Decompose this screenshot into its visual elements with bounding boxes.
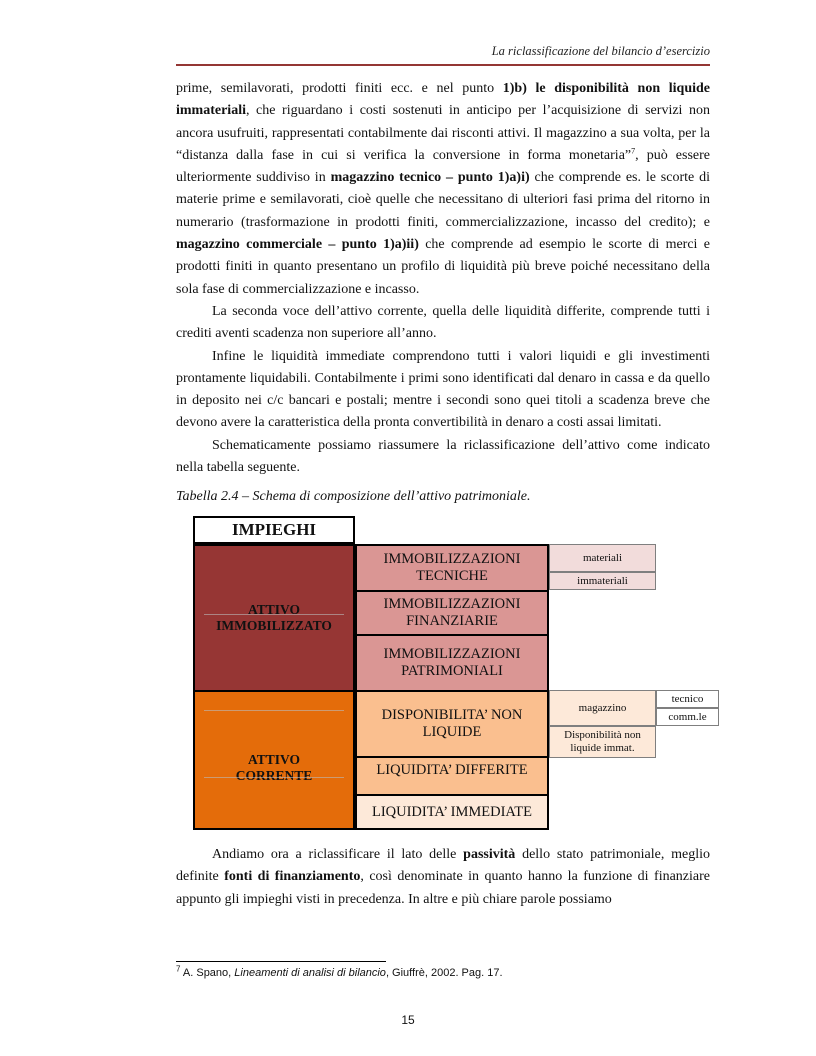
imm-patrimoniali: IMMOBILIZZAZIONI PATRIMONIALI xyxy=(355,634,549,692)
body-text-top xyxy=(176,78,710,479)
disponibilita-immateriali-cell: Disponibilità non liquide immat. xyxy=(549,726,656,758)
liquidita-differite: LIQUIDITA’ DIFFERITE xyxy=(355,756,549,796)
footnote-ref: 7 xyxy=(631,146,636,156)
materiali-cell: materiali xyxy=(549,544,656,572)
footnote-rule xyxy=(176,961,386,962)
footnote: $^7$ A. Spano, Lineamenti di analisi di bilancio, Giuffrè, 2002. Pag. 17. xyxy=(176,964,503,979)
paragraph-3: Infine le liquidità immediate comprendono tutti i valori liquidi e gli investimenti prontamente liquidabili. Contabilmente i primi sono identificati dal denaro in cassa e da quello in deposito nei c/c bancari e postali; mentre i secondi sono quei titoli a scadenza breve che devono avere la caratteristica della pronta convertibilità in denaro a costi assai limitati. xyxy=(176,348,710,431)
imm-tecniche: IMMOBILIZZAZIONI TECNICHE xyxy=(355,544,549,592)
tecnico-cell: tecnico xyxy=(656,690,719,708)
magazzino-cell: magazzino xyxy=(549,690,656,726)
imm-finanziarie: IMMOBILIZZAZIONI FINANZIARIE xyxy=(355,590,549,636)
immateriali-cell: immateriali xyxy=(549,572,656,590)
table-caption: Tabella 2.4 – Schema di composizione dell’attivo patrimoniale. xyxy=(176,489,531,504)
attivo-corrente: ATTIVO CORRENTE xyxy=(193,690,355,830)
commle-cell: comm.le xyxy=(656,708,719,726)
page-number: 15 xyxy=(401,1013,415,1027)
impieghi-header: IMPIEGHI xyxy=(193,516,355,544)
attivo-schema-table xyxy=(190,514,720,832)
running-header: La riclassificazione del bilancio d’esercizio xyxy=(491,44,710,58)
paragraph-5: Andiamo ora a riclassificare il lato delle passività dello stato patrimoniale, meglio definite fonti di finanziamento, così denominate in quanto hanno la funzione di finanziare appunto gli impieghi visti in precedenza. In altre e più chiare parole possiamo xyxy=(176,847,710,907)
paragraph-2: La seconda voce dell’attivo corrente, quella delle liquidità differite, comprende tutti i crediti aventi scadenza non superiore all’anno. xyxy=(176,303,710,342)
paragraph-4: Schematicamente possiamo riassumere la riclassificazione dell’attivo come indicato nella tabella seguente. xyxy=(176,437,710,476)
attivo-immobilizzato: ATTIVO IMMOBILIZZATO xyxy=(193,544,355,692)
header-rule xyxy=(176,64,710,66)
disponibilita-non-liquide: DISPONIBILITA’ NON LIQUIDE xyxy=(355,690,549,758)
liquidita-immediate: LIQUIDITA’ IMMEDIATE xyxy=(355,794,549,830)
paragraph-1: prime, semilavorati, prodotti finiti ecc. e nel punto 1)b) le disponibilità non liquide immateriali, che riguardano i costi sostenuti in anticipo per l’acquisizione di servizi non ancora usufruiti, rappresentati contabilmente dai risconti attivi. Il magazzino a sua volta, per la “distanza dalla fase in cui si verifica la conversione in forma monetaria”$^7$, può essere ulteriormente suddiviso in magazzino tecnico – punto 1)a)i) che comprende es. le scorte di materie prime e semilavorati, cioè quelle che necessitano di ulteriori fasi prima del ritorno in numerario (trasformazione in prodotti finiti, commercializzazione, incasso del credito); e magazzino commerciale – punto 1)a)ii) che comprende ad esempio le scorte di merci e prodotti finiti in quanto presentano un profilo di liquidità più breve poiché necessitano della sola fase di commercializzazione e incasso. xyxy=(176,81,711,297)
body-text-bottom xyxy=(176,844,710,911)
